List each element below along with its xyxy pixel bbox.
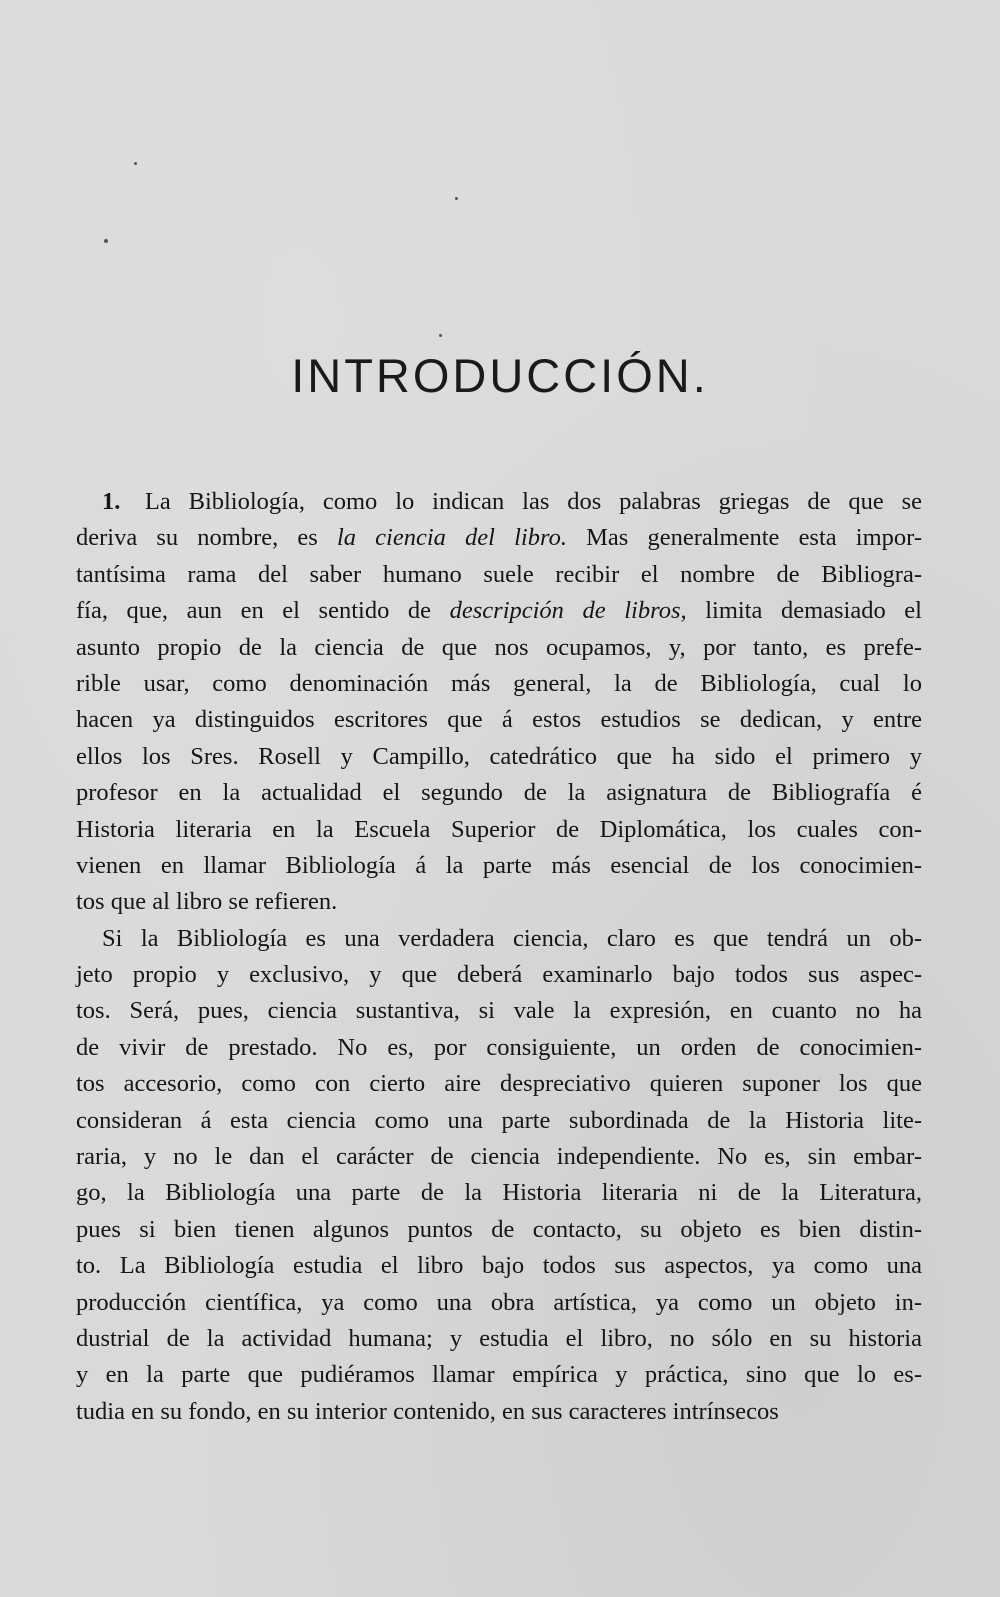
text-segment: go, la Bibliología una parte de la Historia literaria ni de la Literatura, — [76, 1179, 922, 1207]
text-line — [76, 957, 922, 993]
text-segment: tos. Será, pues, ciencia sustantiva, si vale la expresión, en cuanto no ha — [76, 997, 922, 1025]
text-line — [76, 921, 922, 957]
text-line — [76, 1103, 922, 1139]
text-segment: tos que al libro se refieren. — [76, 888, 338, 916]
text-segment: vienen en llamar Bibliología á la parte más esencial de los conocimien- — [76, 851, 922, 879]
text-segment: fía, que, aun en el sentido de — [76, 597, 450, 625]
body-text — [76, 484, 922, 1430]
text-line — [76, 520, 922, 556]
text-line — [76, 1212, 922, 1248]
text-segment: tos accesorio, como con cierto aire despreciativo quieren suponer los que — [76, 1070, 922, 1098]
text-segment: Historia literaria en la Escuela Superior de Diplomática, los cuales con- — [76, 815, 922, 843]
text-line — [76, 593, 922, 629]
text-segment: Si la Bibliología es una verdadera ciencia, claro es que tendrá un ob- — [102, 924, 922, 952]
text-line — [76, 630, 922, 666]
text-line — [76, 702, 922, 738]
text-segment: asunto propio de la ciencia de que nos ocupamos, y, por tanto, es prefe- — [76, 633, 922, 661]
text-line — [76, 557, 922, 593]
text-line — [76, 1139, 922, 1175]
text-line — [76, 739, 922, 775]
paper-speck — [104, 239, 108, 243]
paragraph-number: 1. — [102, 488, 121, 515]
text-segment: dustrial de la actividad humana; y estudia el libro, no sólo en su historia — [76, 1324, 922, 1352]
text-segment: to. La Bibliología estudia el libro bajo todos sus aspectos, ya como una — [76, 1252, 922, 1280]
text-line — [76, 1321, 922, 1357]
text-segment: Mas generalmente esta impor- — [566, 524, 922, 552]
text-line — [76, 848, 922, 884]
text-segment: raria, y no le dan el carácter de ciencia independiente. No es, sin embar- — [76, 1143, 922, 1171]
text-line — [76, 884, 922, 920]
text-segment: consideran á esta ciencia como una parte subordinada de la Historia lite- — [76, 1106, 922, 1134]
text-line — [76, 1285, 922, 1321]
text-segment: tantísima rama del saber humano suele recibir el nombre de Bibliogra- — [76, 560, 922, 588]
text-segment: producción científica, ya como una obra artística, ya como un objeto in- — [76, 1288, 922, 1316]
paper-speck — [455, 197, 458, 200]
paper-speck — [134, 162, 137, 165]
text-segment: de vivir de prestado. No es, por consiguiente, un orden de conocimien- — [76, 1033, 922, 1061]
text-line — [76, 1357, 922, 1393]
text-segment: tudia en su fondo, en su interior contenido, en sus caracteres intrínsecos — [76, 1397, 779, 1425]
paper-speck — [439, 334, 442, 337]
text-line — [76, 1175, 922, 1211]
text-line — [76, 1030, 922, 1066]
text-segment: limita demasiado el — [686, 597, 922, 625]
text-line — [76, 993, 922, 1029]
text-line — [76, 666, 922, 702]
text-segment: hacen ya distinguidos escritores que á estos estudios se dedican, y entre — [76, 706, 922, 734]
text-segment: La Bibliología, como lo indican las dos palabras griegas de que se — [144, 488, 922, 515]
text-segment: rible usar, como denominación más general, la de Bibliología, cual lo — [76, 669, 922, 697]
chapter-title: INTRODUCCIÓN. — [291, 349, 709, 402]
text-segment: jeto propio y exclusivo, y que deberá examinarlo bajo todos sus aspec- — [76, 961, 922, 989]
text-line — [76, 1248, 922, 1284]
text-line — [76, 1394, 922, 1430]
text-segment: deriva su nombre, es — [76, 524, 337, 552]
text-line — [76, 812, 922, 848]
text-segment: y en la parte que pudiéramos llamar empírica y práctica, sino que lo es- — [76, 1361, 922, 1389]
text-segment: ellos los Sres. Rosell y Campillo, catedrático que ha sido el primero y — [76, 742, 922, 770]
text-segment: profesor en la actualidad el segundo de la asignatura de Bibliografía é — [76, 779, 922, 807]
text-line — [76, 1066, 922, 1102]
text-line — [76, 484, 922, 520]
italic-text: la ciencia del libro. — [336, 524, 567, 552]
text-line — [76, 775, 922, 811]
text-segment: pues si bien tienen algunos puntos de contacto, su objeto es bien distin- — [76, 1215, 922, 1243]
italic-text: descripción de libros, — [449, 597, 687, 625]
